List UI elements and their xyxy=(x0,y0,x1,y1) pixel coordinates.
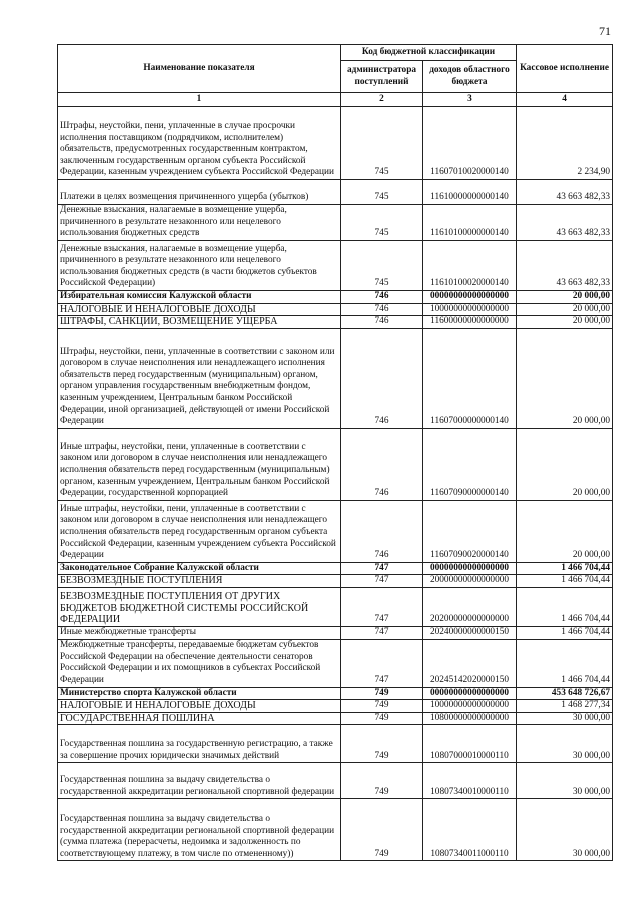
page-number: 71 xyxy=(599,24,611,38)
row-code: 00000000000000000 xyxy=(423,291,517,304)
row-value: 2 234,90 xyxy=(517,107,613,180)
row-value: 20 000,00 xyxy=(517,500,613,562)
table-row xyxy=(58,725,613,763)
header-income: доходов областного бюджета xyxy=(423,61,517,93)
row-name: Платежи в целях возмещения причиненного ущерба (убытков) xyxy=(58,180,341,205)
row-name: Иные штрафы, неустойки, пени, уплаченные в соответствии с законом или договором в случае неисполнения или ненадлежащего исполнения обязательств перед государственным (муниципальным) органом, казенным учреждением, Центральным банком Российской Федерации, государственной корпорацией xyxy=(58,428,341,500)
row-value: 1 466 704,44 xyxy=(517,562,613,575)
row-value: 1 466 704,44 xyxy=(517,575,613,588)
table-row xyxy=(58,700,613,713)
row-name: Денежные взыскания, налагаемые в возмещение ущерба, причиненного в результате незаконного или нецелевого использования бюджетных средств xyxy=(58,205,341,241)
row-code: 10807000010000110 xyxy=(423,725,517,763)
row-admin: 747 xyxy=(341,639,423,687)
row-admin: 745 xyxy=(341,241,423,291)
row-value: 453 648 726,67 xyxy=(517,687,613,700)
row-code: 10807340011000110 xyxy=(423,799,517,861)
row-value: 43 663 482,33 xyxy=(517,180,613,205)
row-admin: 749 xyxy=(341,687,423,700)
row-value: 1 466 704,44 xyxy=(517,626,613,639)
col-number: 4 xyxy=(517,93,613,107)
table-row xyxy=(58,291,613,304)
row-code: 11607010020000140 xyxy=(423,107,517,180)
row-name: Министерство спорта Калужской области xyxy=(58,687,341,700)
row-code: 10807340010000110 xyxy=(423,763,517,799)
row-admin: 749 xyxy=(341,763,423,799)
row-code: 10800000000000000 xyxy=(423,712,517,725)
row-admin: 746 xyxy=(341,291,423,304)
table-row xyxy=(58,328,613,428)
header-admin: администратора поступлений xyxy=(341,61,423,93)
table-row xyxy=(58,575,613,588)
row-name: Государственная пошлина за выдачу свидетельства о государственной аккредитации региональной спортивной федерации xyxy=(58,763,341,799)
table-row xyxy=(58,587,613,626)
row-code: 11610100000000140 xyxy=(423,205,517,241)
table-row xyxy=(58,241,613,291)
row-code: 20240000000000150 xyxy=(423,626,517,639)
row-code: 20245142020000150 xyxy=(423,639,517,687)
row-admin: 749 xyxy=(341,700,423,713)
row-name: Иные штрафы, неустойки, пени, уплаченные в соответствии с законом или договором в случае неисполнения или ненадлежащего исполнения обязательств перед государственным органом субъекта Российской Федерации, казенным учреждением субъекта Российской Федерации xyxy=(58,500,341,562)
header-name: Наименование показателя xyxy=(58,45,341,93)
row-name: ГОСУДАРСТВЕННАЯ ПОШЛИНА xyxy=(58,712,341,725)
row-admin: 745 xyxy=(341,205,423,241)
row-name: БЕЗВОЗМЕЗДНЫЕ ПОСТУПЛЕНИЯ ОТ ДРУГИХ БЮДЖЕТОВ БЮДЖЕТНОЙ СИСТЕМЫ РОССИЙСКОЙ ФЕДЕРАЦИИ xyxy=(58,587,341,626)
budget-table xyxy=(57,44,613,861)
row-value: 43 663 482,33 xyxy=(517,205,613,241)
row-value: 20 000,00 xyxy=(517,428,613,500)
row-code: 10000000000000000 xyxy=(423,303,517,316)
row-name: Избирательная комиссия Калужской области xyxy=(58,291,341,304)
row-value: 1 468 277,34 xyxy=(517,700,613,713)
row-admin: 746 xyxy=(341,316,423,329)
table-row xyxy=(58,712,613,725)
table-row xyxy=(58,180,613,205)
row-code: 20200000000000000 xyxy=(423,587,517,626)
row-code: 11600000000000000 xyxy=(423,316,517,329)
row-name: Межбюджетные трансферты, передаваемые бюджетам субъектов Российской Федерации на обеспечение деятельности сенаторов Российской Федерации и их помощников в субъектах Российской Федерации xyxy=(58,639,341,687)
row-name: НАЛОГОВЫЕ И НЕНАЛОГОВЫЕ ДОХОДЫ xyxy=(58,303,341,316)
table-row xyxy=(58,303,613,316)
table-row xyxy=(58,639,613,687)
row-admin: 746 xyxy=(341,328,423,428)
row-code: 00000000000000000 xyxy=(423,562,517,575)
row-code: 11610000000000140 xyxy=(423,180,517,205)
table-row xyxy=(58,316,613,329)
table-row xyxy=(58,107,613,180)
row-admin: 745 xyxy=(341,107,423,180)
row-name: Иные межбюджетные трансферты xyxy=(58,626,341,639)
row-value: 20 000,00 xyxy=(517,291,613,304)
table-row xyxy=(58,799,613,861)
row-code: 10000000000000000 xyxy=(423,700,517,713)
row-value: 30 000,00 xyxy=(517,712,613,725)
row-value: 30 000,00 xyxy=(517,725,613,763)
row-value: 1 466 704,44 xyxy=(517,587,613,626)
row-admin: 747 xyxy=(341,575,423,588)
row-admin: 746 xyxy=(341,303,423,316)
row-code: 11607000000000140 xyxy=(423,328,517,428)
col-number: 2 xyxy=(341,93,423,107)
row-code: 11607090000000140 xyxy=(423,428,517,500)
row-code: 20000000000000000 xyxy=(423,575,517,588)
row-value: 30 000,00 xyxy=(517,799,613,861)
row-name: Законодательное Собрание Калужской области xyxy=(58,562,341,575)
row-name: Штрафы, неустойки, пени, уплаченные в случае просрочки исполнения поставщиком (подрядчиком, исполнителем) обязательств, предусмотренных государственным контрактом, заключенным государственным органом субъекта Российской Федерации, казенным учреждением субъекта Российской Федерации xyxy=(58,107,341,180)
row-name: Штрафы, неустойки, пени, уплаченные в соответствии с законом или договором в случае неисполнения или ненадлежащего исполнения обязательств перед государственным (муниципальным) органом, органом управления государственным внебюджетным фондом, казенным учреждением, Центральным банком Российской Федерации, иной организацией, действующей от имени Российской Федерации xyxy=(58,328,341,428)
row-value: 1 466 704,44 xyxy=(517,639,613,687)
row-value: 30 000,00 xyxy=(517,763,613,799)
row-admin: 749 xyxy=(341,799,423,861)
row-name: Государственная пошлина за государственную регистрацию, а также за совершение прочих юридически значимых действий xyxy=(58,725,341,763)
table-row xyxy=(58,562,613,575)
col-number: 3 xyxy=(423,93,517,107)
row-name: Денежные взыскания, налагаемые в возмещение ущерба, причиненного в результате незаконного или нецелевого использования бюджетных средств (в части бюджетов субъектов Российской Федерации) xyxy=(58,241,341,291)
row-admin: 749 xyxy=(341,712,423,725)
header-exec: Кассовое исполнение xyxy=(517,45,613,93)
row-name: ШТРАФЫ, САНКЦИИ, ВОЗМЕЩЕНИЕ УЩЕРБА xyxy=(58,316,341,329)
table-row xyxy=(58,428,613,500)
table-row xyxy=(58,626,613,639)
row-admin: 745 xyxy=(341,180,423,205)
row-admin: 747 xyxy=(341,626,423,639)
row-admin: 749 xyxy=(341,725,423,763)
row-code: 00000000000000000 xyxy=(423,687,517,700)
row-value: 20 000,00 xyxy=(517,316,613,329)
row-admin: 746 xyxy=(341,500,423,562)
row-code: 11610100020000140 xyxy=(423,241,517,291)
row-name: НАЛОГОВЫЕ И НЕНАЛОГОВЫЕ ДОХОДЫ xyxy=(58,700,341,713)
header-code-group: Код бюджетной классификации xyxy=(341,45,517,61)
row-value: 20 000,00 xyxy=(517,328,613,428)
col-number: 1 xyxy=(58,93,341,107)
table-row xyxy=(58,500,613,562)
row-value: 20 000,00 xyxy=(517,303,613,316)
table-row xyxy=(58,763,613,799)
row-admin: 747 xyxy=(341,587,423,626)
table-row xyxy=(58,205,613,241)
table-row xyxy=(58,687,613,700)
row-code: 11607090020000140 xyxy=(423,500,517,562)
row-name: БЕЗВОЗМЕЗДНЫЕ ПОСТУПЛЕНИЯ xyxy=(58,575,341,588)
row-admin: 747 xyxy=(341,562,423,575)
row-value: 43 663 482,33 xyxy=(517,241,613,291)
row-admin: 746 xyxy=(341,428,423,500)
row-name: Государственная пошлина за выдачу свидетельства о государственной аккредитации региональной спортивной федерации (сумма платежа (перерасчеты, недоимка и задолженность по соответствующему платежу, в том числе по отмененному)) xyxy=(58,799,341,861)
